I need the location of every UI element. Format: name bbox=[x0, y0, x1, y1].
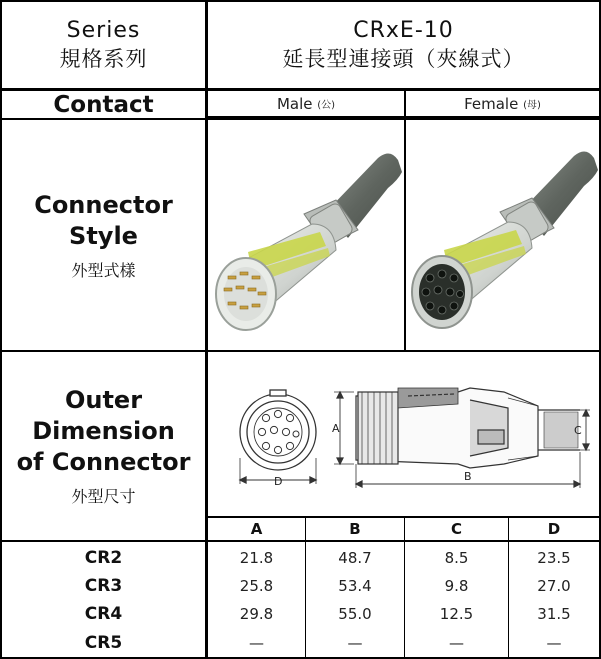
cell-cr2-c: 8.5 bbox=[444, 549, 469, 567]
outer-dimension-label bbox=[2, 352, 205, 540]
row-label-cr3: CR3 bbox=[84, 576, 123, 596]
dim-label-c: C bbox=[574, 424, 582, 437]
male-label: Male bbox=[276, 94, 313, 113]
female-label: Female bbox=[464, 94, 519, 113]
connector-style-zh: 外型式樣 bbox=[71, 260, 136, 280]
contact-label-text: Contact bbox=[53, 91, 154, 118]
outer-dimension-line2: Dimension bbox=[32, 417, 175, 445]
row-label-cr4: CR4 bbox=[84, 604, 123, 624]
model-title: CRxE-10 bbox=[353, 17, 454, 43]
female-connector-image bbox=[406, 120, 599, 350]
cell-cr3-b: 53.4 bbox=[338, 577, 372, 595]
model-subtitle: 延長型連接頭（夾線式） bbox=[282, 46, 525, 71]
cell-cr3-a: 25.8 bbox=[239, 577, 274, 595]
contact-label bbox=[2, 91, 205, 118]
connector-face bbox=[216, 258, 276, 330]
connector-style-label bbox=[2, 120, 205, 350]
female-label-zh: (母) bbox=[523, 100, 541, 111]
dimension-drawing bbox=[208, 352, 599, 516]
outer-dimension-line1: Outer bbox=[64, 386, 143, 414]
cell-cr2-a: 21.8 bbox=[239, 549, 274, 567]
col-head-c: C bbox=[450, 520, 462, 538]
row-label-cr2: CR2 bbox=[84, 548, 123, 568]
dim-label-d: D bbox=[274, 475, 283, 488]
series-label-en: Series bbox=[66, 17, 141, 43]
cell-cr5-d: — bbox=[546, 633, 562, 652]
connector-style-line2: Style bbox=[69, 221, 138, 250]
divider-col-head bbox=[0, 540, 601, 542]
male-label-zh: (公) bbox=[317, 100, 336, 111]
male-connector-image bbox=[208, 120, 404, 350]
row-label-cr5: CR5 bbox=[84, 632, 123, 653]
cell-cr3-c: 9.8 bbox=[444, 577, 469, 595]
cell-cr4-a: 29.8 bbox=[239, 605, 274, 623]
connector-style-line1: Connector bbox=[34, 190, 173, 219]
cell-cr5-c: — bbox=[449, 633, 464, 652]
cell-cr5-a: — bbox=[249, 633, 264, 652]
cell-cr2-d: 23.5 bbox=[537, 549, 571, 567]
outer-dimension-zh: 外型尺寸 bbox=[71, 487, 136, 506]
cell-cr5-b: — bbox=[347, 633, 363, 652]
connector-face bbox=[412, 256, 472, 328]
cell-cr4-c: 12.5 bbox=[439, 605, 474, 623]
cell-cr3-d: 27.0 bbox=[537, 577, 571, 595]
male-header bbox=[208, 91, 404, 116]
dim-label-a: A bbox=[332, 422, 340, 435]
front-view bbox=[240, 390, 316, 484]
cell-cr4-d: 31.5 bbox=[537, 605, 571, 623]
female-header bbox=[406, 91, 599, 116]
cell-cr4-b: 55.0 bbox=[338, 605, 372, 623]
side-view bbox=[334, 388, 590, 488]
col-head-d: D bbox=[547, 520, 561, 538]
outer-dimension-line3: of Connector bbox=[16, 448, 191, 476]
series-label-zh: 規格系列 bbox=[59, 46, 148, 71]
series-header bbox=[2, 2, 205, 88]
dim-label-b: B bbox=[464, 470, 472, 483]
col-head-a: A bbox=[250, 520, 263, 538]
col-head-b: B bbox=[349, 520, 361, 538]
cell-cr2-b: 48.7 bbox=[338, 549, 372, 567]
model-header bbox=[208, 2, 599, 88]
